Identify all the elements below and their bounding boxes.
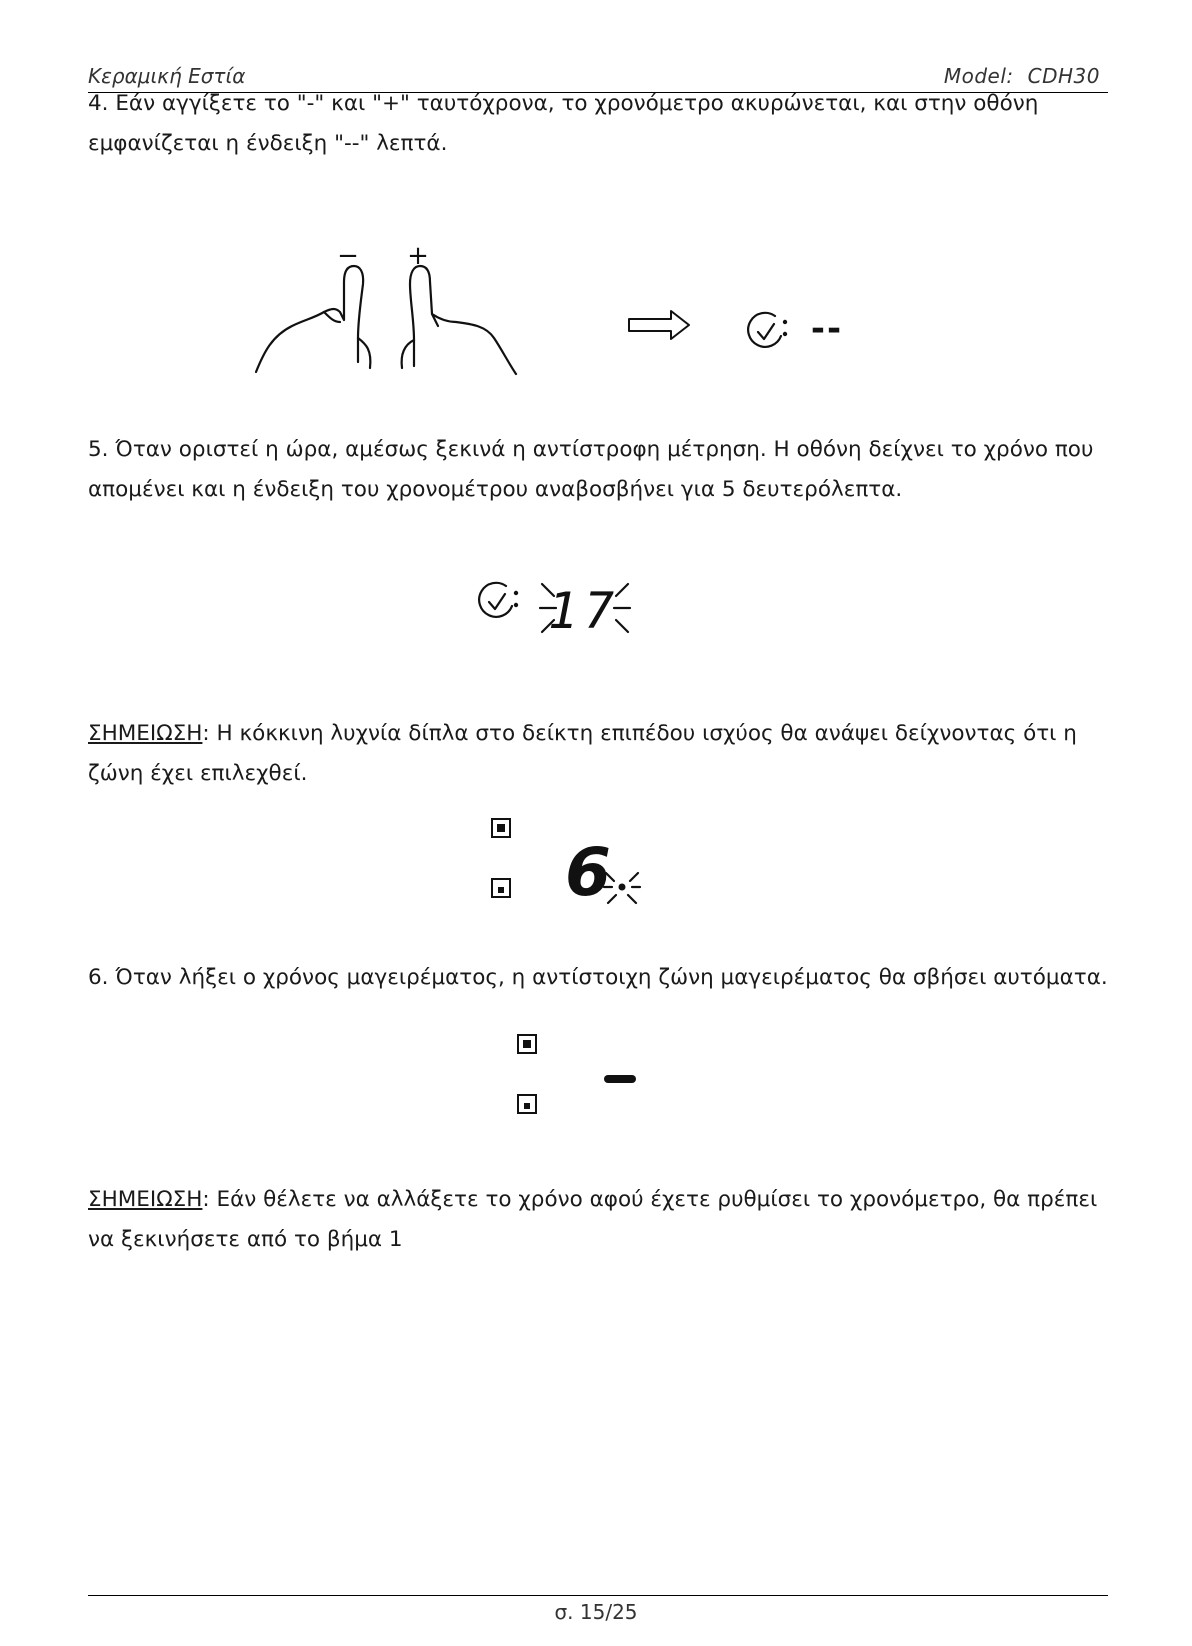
note2-paragraph: [88, 1180, 1108, 1260]
note1-line2: ζώνη έχει επιλεχθεί.: [88, 761, 308, 786]
countdown-digits: 17: [547, 582, 621, 640]
right-hand-icon: [402, 266, 516, 374]
step6-paragraph: [88, 958, 1108, 998]
step4-line1: 4. Εάν αγγίξετε το "-" και "+" ταυτόχρονα, το χρονόμετρο ακυρώνεται, και στην οθόνη: [88, 91, 1039, 116]
power-level-digit: 6: [565, 834, 611, 911]
cancelled-display-text: --: [810, 309, 844, 349]
zone-indicator-top-icon: [492, 819, 510, 837]
right-arrow-icon: [625, 308, 695, 342]
step5-paragraph: [88, 430, 1108, 510]
timer-display-cancelled: [745, 310, 855, 354]
note1-line1: [88, 714, 1108, 754]
note2-text1: : Εάν θέλετε να αλλάξετε το χρόνο αφού έχετε ρυθμίσει το χρονόμετρο, θα πρέπει: [202, 1187, 1098, 1212]
off-dash-icon: [604, 1075, 636, 1083]
note1-paragraph: [88, 714, 1108, 794]
zone-indicator-bottom-icon: [492, 879, 510, 897]
note1-label: ΣΗΜΕΙΩΣΗ: [88, 721, 203, 746]
hands-touch-illustration: [250, 240, 540, 380]
zone-indicator-bottom-icon: [518, 1095, 536, 1113]
model-value: CDH30: [1027, 64, 1100, 88]
minus-key-label: −: [337, 241, 359, 271]
timer-icon: [479, 583, 518, 617]
model-label: Model:: [943, 64, 1014, 88]
step5-line1: 5. Όταν οριστεί η ώρα, αμέσως ξεκινά η αντίστροφη μέτρηση. Η οθόνη δείχνει το χρόνο που: [88, 437, 1094, 462]
plus-key-label: +: [407, 241, 429, 271]
zone-indicator-top-icon: [518, 1035, 536, 1053]
left-hand-icon: [256, 266, 370, 372]
note2-label: ΣΗΜΕΙΩΣΗ: [88, 1187, 203, 1212]
zone-off-display: [512, 1025, 652, 1125]
step5-line2: απομένει και η ένδειξη του χρονομέτρου αναβοσβήνει για 5 δευτερόλεπτα.: [88, 477, 903, 502]
step4-paragraph: [88, 84, 1108, 164]
step6-line1: 6. Όταν λήξει ο χρόνος μαγειρέματος, η αντίστοιχη ζώνη μαγειρέματος θα σβήσει αυτόματα.: [88, 965, 1108, 990]
note2-line2: να ξεκινήσετε από το βήμα 1: [88, 1227, 403, 1252]
timer-countdown-display: [478, 578, 648, 642]
power-level-display: [490, 815, 650, 915]
note1-text1: : Η κόκκινη λυχνία δίπλα στο δείκτη επιπέδου ισχύος θα ανάψει δείχνοντας ότι η: [202, 721, 1077, 746]
step4-line2: εμφανίζεται η ένδειξη "--" λεπτά.: [88, 131, 448, 156]
note2-line1: [88, 1180, 1108, 1220]
footer-rule: [88, 1595, 1108, 1596]
doc-title: Κεραμική Εστία: [88, 64, 246, 88]
page-number: σ. 15/25: [554, 1600, 638, 1624]
timer-icon: [748, 313, 787, 347]
